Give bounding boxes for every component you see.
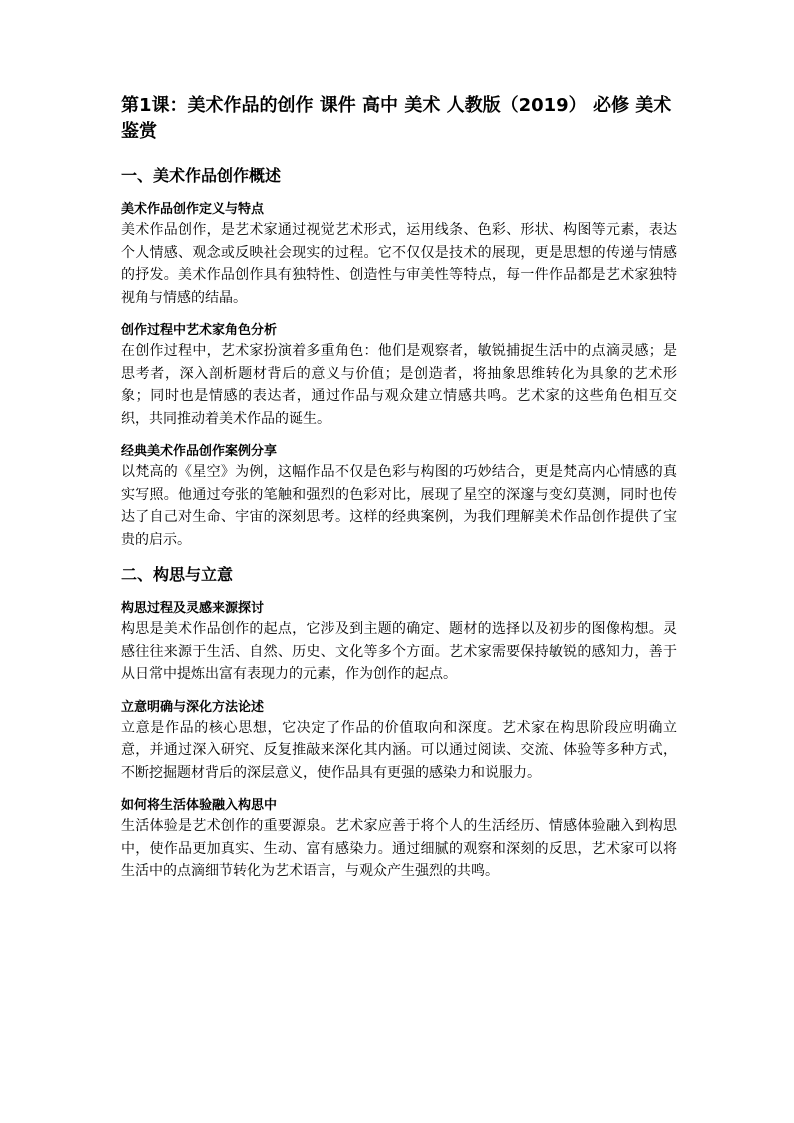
section-heading: 二、构思与立意 (121, 565, 234, 584)
subsection-heading: 构思过程及灵感来源探讨 (121, 601, 265, 616)
subsection-heading: 如何将生活体验融入构思中 (121, 798, 278, 813)
document-page (121, 93, 677, 896)
subsection-paragraph: 生活体验是艺术创作的重要源泉。艺术家应善于将个人的生活经历、情感体验融入到构思中，使作品更加真实、生动、富有感染力。通过细腻的观察和深刻的反思，艺术家可以将生活中的点滴细节转化为艺术语言，与观众产生强烈的共鸣。 (121, 818, 677, 879)
section-conception (121, 564, 677, 883)
section-overview (121, 165, 677, 551)
document-title: 第1课：美术作品的创作 课件 高中 美术 人教版（2019） 必修 美术鉴赏 (121, 95, 672, 142)
subsection-heading: 美术作品创作定义与特点 (121, 202, 265, 217)
subsection-inspiration (121, 600, 677, 686)
subsection-paragraph: 在创作过程中，艺术家扮演着多重角色：他们是观察者，敏锐捕捉生活中的点滴灵感；是思考者，深入剖析题材背后的意义与价值；是创造者，将抽象思维转化为具象的艺术形象；同时也是情感的表达者，通过作品与观众建立情感共鸣。艺术家的这些角色相互交织，共同推动着美术作品的诞生。 (121, 343, 677, 427)
subsection-paragraph: 以梵高的《星空》为例，这幅作品不仅是色彩与构图的巧妙结合，更是梵高内心情感的真实写照。他通过夸张的笔触和强烈的色彩对比，展现了星空的深邃与变幻莫测，同时也传达了自己对生命、宇宙的深刻思考。这样的经典案例，为我们理解美术作品创作提供了宝贵的启示。 (121, 464, 677, 548)
section-heading: 一、美术作品创作概述 (121, 166, 282, 185)
subsection-paragraph: 立意是作品的核心思想，它决定了作品的价值取向和深度。艺术家在构思阶段应明确立意，并通过深入研究、反复推敲来深化其内涵。可以通过阅读、交流、体验等多种方式，不断挖掘题材背后的深层意义，使作品具有更强的感染力和说服力。 (121, 719, 677, 781)
subsection-paragraph: 构思是美术作品创作的起点，它涉及到主题的确定、题材的选择以及初步的图像构想。灵感往往来源于生活、自然、历史、文化等多个方面。艺术家需要保持敏锐的感知力，善于从日常中提炼出富有表现力的元素，作为创作的起点。 (121, 621, 677, 682)
subsection-intent (121, 699, 677, 785)
subsection-classic-case (121, 443, 677, 551)
subsection-life-experience (121, 797, 677, 883)
subsection-heading: 创作过程中艺术家角色分析 (121, 323, 278, 338)
subsection-definition (121, 201, 677, 309)
subsection-paragraph: 美术作品创作，是艺术家通过视觉艺术形式，运用线条、色彩、形状、构图等元素，表达个人情感、观念或反映社会现实的过程。它不仅仅是技术的展现，更是思想的传递与情感的抒发。美术作品创作具有独特性、创造性与审美性等特点，每一件作品都是艺术家独特视角与情感的结晶。 (121, 222, 677, 306)
subsection-heading: 立意明确与深化方法论述 (121, 699, 265, 715)
subsection-heading: 经典美术作品创作案例分享 (121, 444, 278, 459)
subsection-artist-roles (121, 322, 677, 430)
